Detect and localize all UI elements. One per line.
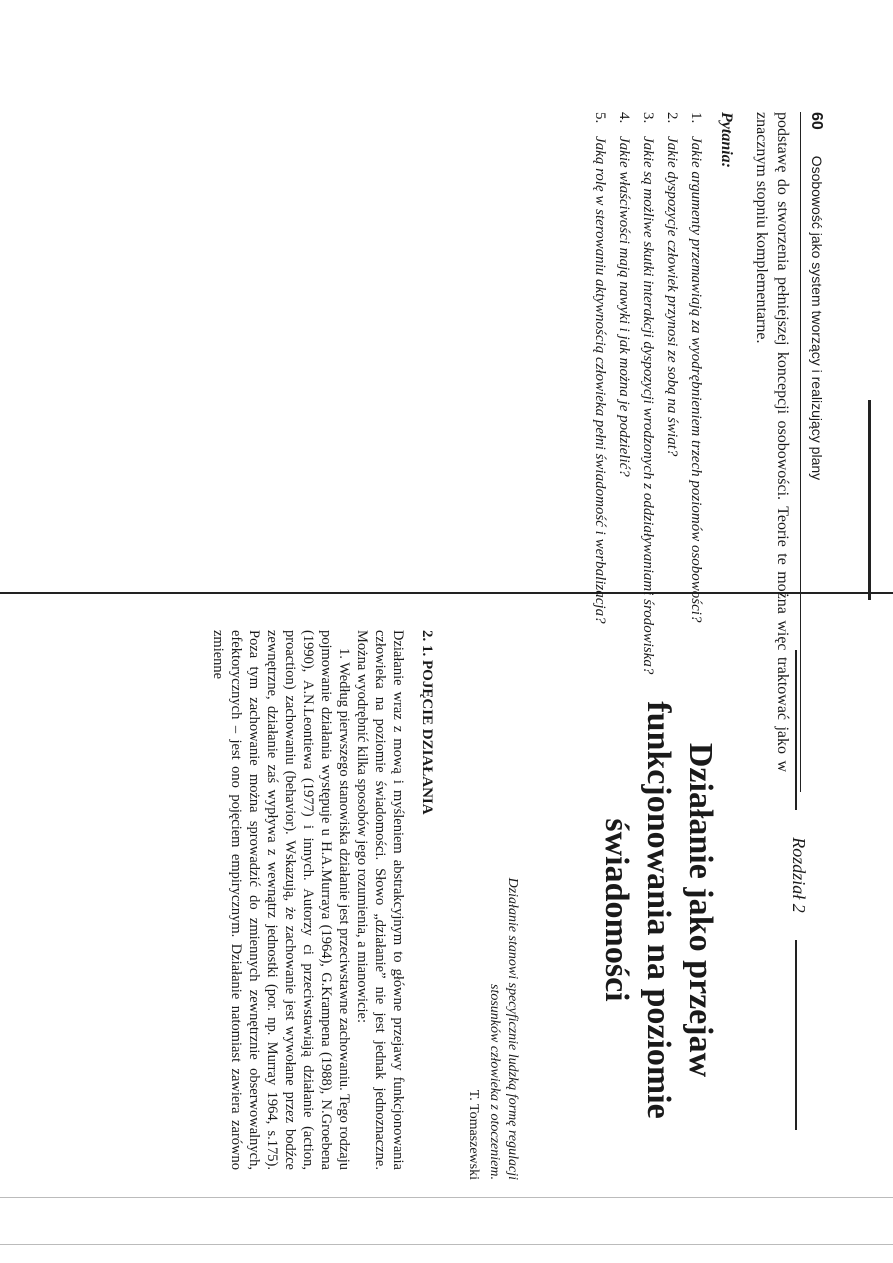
question-text: Jaką rolę w sterowaniu aktywnością człowieka pełni świadomość i werbalizacja? <box>592 136 608 624</box>
chapter-rule-left <box>795 650 797 810</box>
body-paragraph: Działanie wraz z mową i myśleniem abstrakcyjnym to główne przejawy funkcjonowania człowieka na poziomie świadomości. Słowo „działanie” nie jest jednak jednoznaczne. Można wyodrębnić kilka sposobów jego rozumienia, a mianowicie: <box>354 630 406 1170</box>
questions-heading: Pytania: <box>718 112 735 168</box>
chapter-label: Rozdział 2 <box>789 837 809 913</box>
section-heading: 2. 1. POJĘCIE DZIAŁANIA <box>419 630 435 815</box>
question-number: 1. <box>688 112 704 124</box>
running-header-text: Osobowość jako system tworzący i realizujący plany <box>809 155 825 481</box>
question-number: 2. <box>664 112 680 124</box>
chapter-title-line: funkcjonowania na poziomie <box>640 701 677 1119</box>
page-number: 60 <box>808 112 825 130</box>
question-number: 3. <box>640 112 656 124</box>
question-number: 5. <box>592 112 608 124</box>
question-text: Jakie argumenty przemawiają za wyodrębnieniem trzech poziomów osobowości? <box>688 136 704 623</box>
chapter-title-line: Działanie jako przejaw <box>682 742 719 1078</box>
right-page <box>0 600 893 1263</box>
epigraph: Działanie stanowi specyficznie ludzką formę regulacji stosunków człowieka z otoczeniem. <box>487 877 520 1180</box>
closing-paragraph: podstawę do stworzenia pełniejszej koncepcji osobowości. Teorie te można więc traktować jako w znacznym stopniu komplementarne. <box>753 112 791 772</box>
question-number: 4. <box>616 112 632 124</box>
chapter-title-line: świadomości <box>598 818 635 1002</box>
chapter-header <box>785 600 809 1263</box>
epigraph-author: T. Tomaszewski <box>466 1089 481 1180</box>
question-text: Jakie są możliwe skutki interakcji dyspozycji wrodzonych z oddziaływaniami środowiska? <box>640 136 656 675</box>
question-text: Jakie właściwości mają nawyki i jak można je podzielić? <box>616 136 632 477</box>
right-page-body <box>209 630 407 1170</box>
question-text: Jakie dyspozycje człowiek przynosi ze sobą na świat? <box>664 136 680 457</box>
chapter-rule-right <box>795 940 797 1130</box>
chapter-title <box>595 630 721 1190</box>
body-paragraph: 1. Według pierwszego stanowiska działanie jest przeciwstawne zachowaniu. Tego rodzaju pojmowanie działania występuje u H.A.Murraya (1964), G.Krampena (1988), N.Groebena (1990), A.N.Leontiewa (1977) i innych. Autorzy ci przeciwstawiają działanie (action, proaction) zachowaniu (behavior). Wskazują, że zachowanie jest wywołane przez bodźce zewnętrzne, działanie zaś wypływa z wewnątrz jednostki (por. np. Murray 1964, s.175). Poza tym zachowanie można sprowadzić do zmiennych zewnętrznie obserwowalnych, efektorycznych – jest ono pojęciem empirycznym. Działanie natomiast zawiera zarówno zmienne <box>210 630 352 1170</box>
